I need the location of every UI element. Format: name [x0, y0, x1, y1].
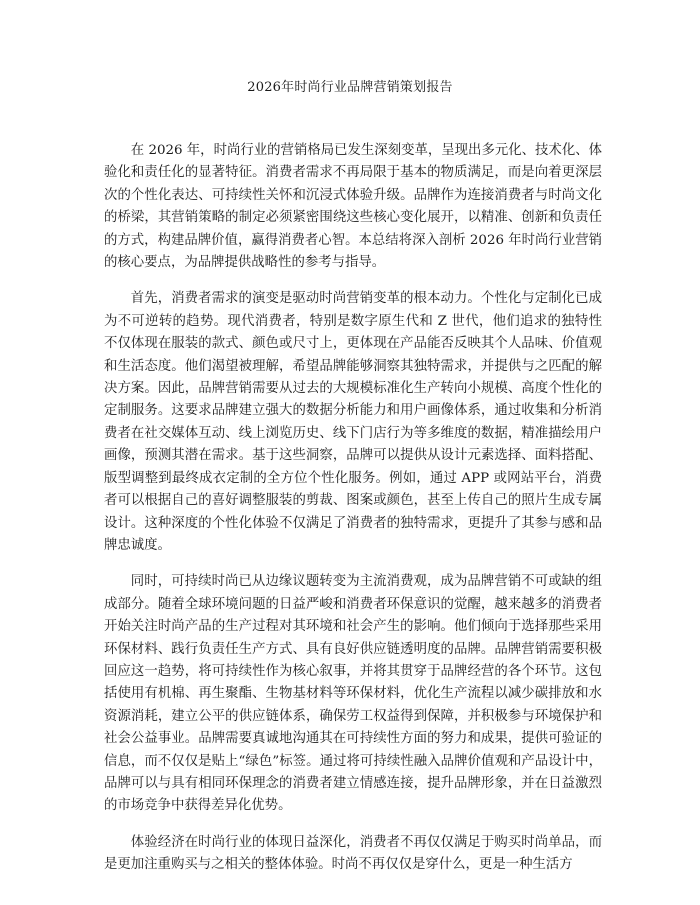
document-body: [104, 140, 602, 891]
paragraph-intro: 在 2026 年，时尚行业的营销格局已发生深刻变革，呈现出多元化、技术化、体验化和责任化的显著特征。消费者需求不再局限于基本的物质满足，而是向着更深层次的个性化表达、可持续性关怀和沉浸式体验升级。品牌作为连接消费者与时尚文化的桥梁，其营销策略的制定必须紧密围绕这些核心变化展开，以精准、创新和负责任的方式，构建品牌价值，赢得消费者心智。本总结将深入剖析 2026 年时尚行业营销的核心要点，为品牌提供战略性的参考与指导。: [104, 143, 602, 271]
paragraph-experience: 体验经济在时尚行业的体现日益深化，消费者不再仅仅满足于购买时尚单品，而是更加注重购买与之相关的整体体验。时尚不再仅仅是穿什么，更是一种生活方: [104, 834, 602, 873]
paragraph-sustainability: 同时，可持续时尚已从边缘议题转变为主流消费观，成为品牌营销不可或缺的组成部分。随着全球环境问题的日益严峻和消费者环保意识的觉醒，越来越多的消费者开始关注时尚产品的生产过程对其环境和社会产生的影响。他们倾向于选择那些采用环保材料、践行负责任生产方式、具有良好供应链透明度的品牌。品牌营销需要积极回应这一趋势，将可持续性作为核心叙事，并将其贯穿于品牌经营的各个环节。这包括使用有机棉、再生聚酯、生物基材料等环保材料，优化生产流程以减少碳排放和水资源消耗，建立公平的供应链体系，确保劳工权益得到保障，并积极参与环境保护和社会公益事业。品牌需要真诚地沟通其在可持续性方面的努力和成果，提供可验证的信息，而不仅仅是贴上“绿色”标签。通过将可持续性融入品牌价值观和产品设计中，品牌可以与具有相同环保理念的消费者建立情感连接，提升品牌形象，并在日益激烈的市场竞争中获得差异化优势。: [104, 574, 602, 814]
document-title: 2026年时尚行业品牌营销策划报告: [247, 80, 453, 95]
paragraph-personalization: 首先，消费者需求的演变是驱动时尚营销变革的根本动力。个性化与定制化已成为不可逆转的趋势。现代消费者，特别是数字原生代和 Z 世代，他们追求的独特性不仅体现在服装的款式、颜色或尺寸上，更体现在产品能否反映其个人品味、价值观和生活态度。他们渴望被理解，希望品牌能够洞察其独特需求，并提供与之匹配的解决方案。因此，品牌营销需要从过去的大规模标准化生产转向小规模、高度个性化的定制服务。这要求品牌建立强大的数据分析能力和用户画像体系，通过收集和分析消费者在社交媒体互动、线上浏览历史、线下门店行为等多维度的数据，精准描绘用户画像，预测其潜在需求。基于这些洞察，品牌可以提供从设计元素选择、面料搭配、版型调整到最终成衣定制的全方位个性化服务。例如，通过 APP 或网站平台，消费者可以根据自己的喜好调整服装的剪裁、图案或颜色，甚至上传自己的照片生成专属设计。这种深度的个性化体验不仅满足了消费者的独特需求，更提升了其参与感和品牌忠诚度。: [104, 291, 602, 553]
